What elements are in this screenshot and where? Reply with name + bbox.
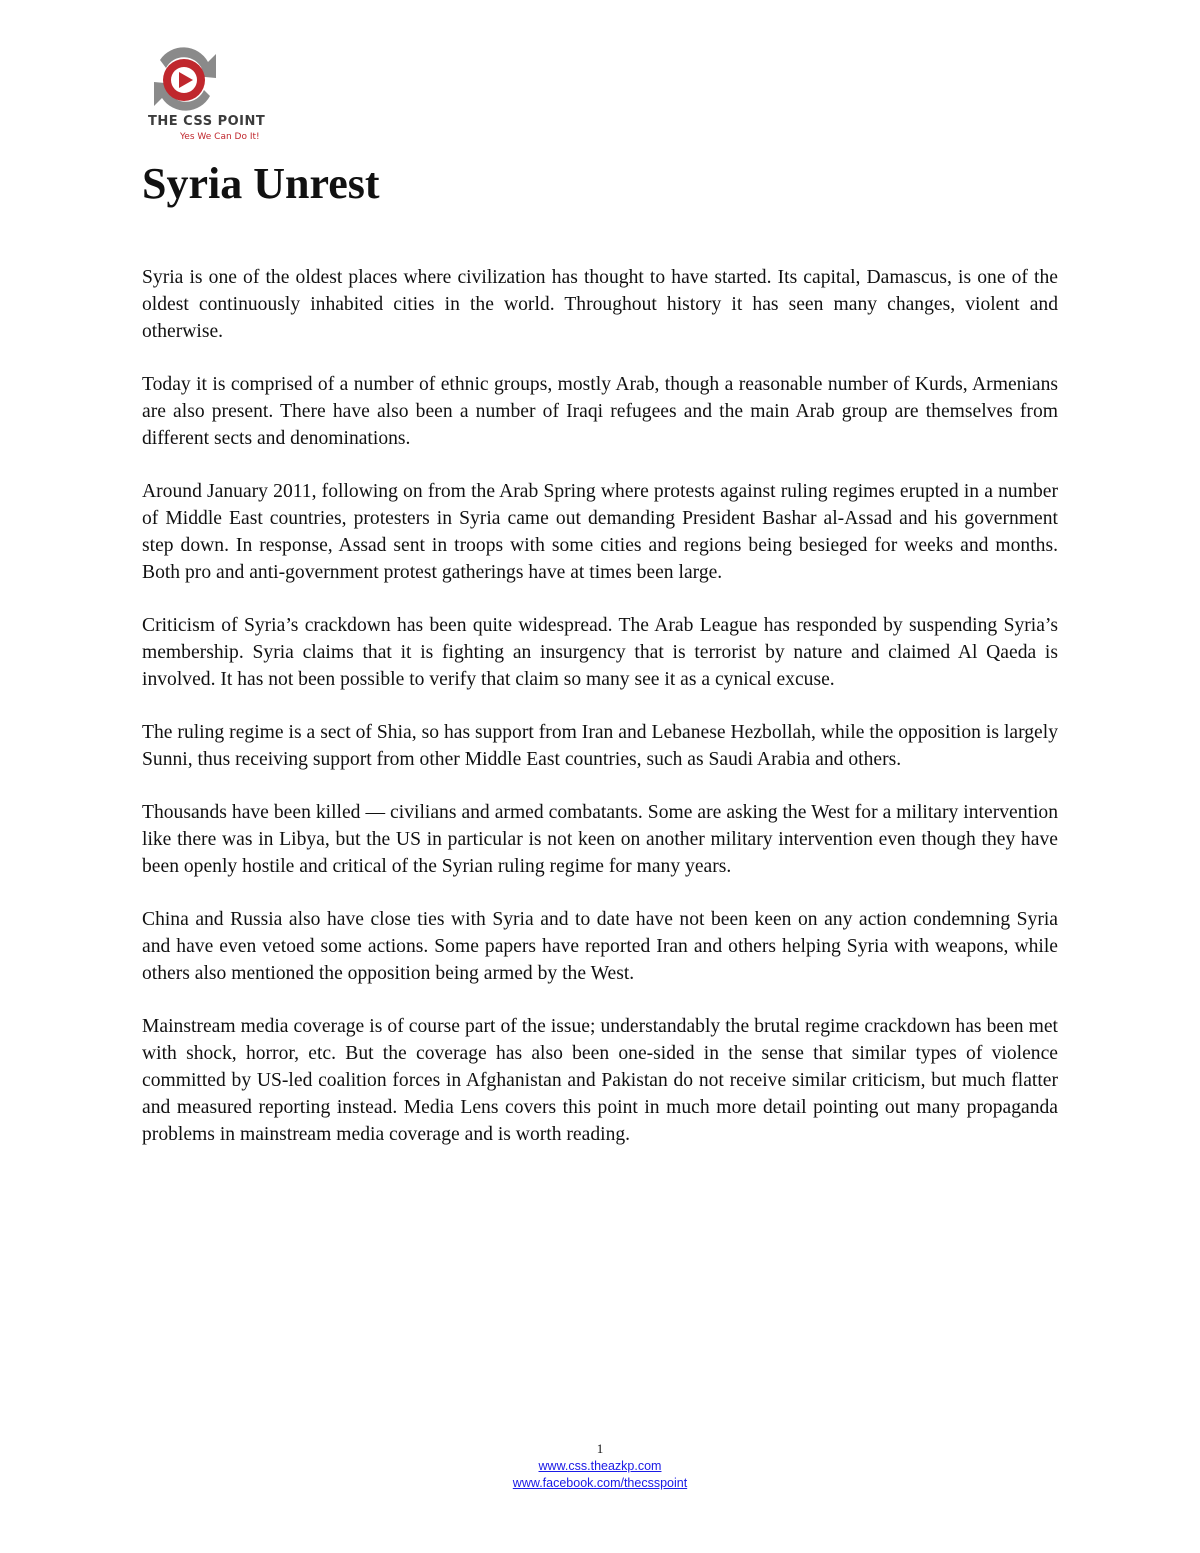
page-title: Syria Unrest — [142, 159, 380, 208]
paragraph: Around January 2011, following on from the Arab Spring where protests against ruling regimes erupted in a number of Middle East countries, protesters in Syria came out demanding President Bashar al-Assad and his government step down. In response, Assad sent in troops with some cities and regions being besieged for weeks and months. Both pro and anti-government protest gatherings have at times been large. — [142, 481, 1058, 583]
facebook-link[interactable]: www.facebook.com/thecsspoint — [512, 1476, 688, 1490]
paragraph: Today it is comprised of a number of ethnic groups, mostly Arab, though a reasonable number of Kurds, Armenians are also present. There have also been a number of Iraqi refugees and the main Arab group are themselves from different sects and denominations. — [142, 374, 1058, 449]
paragraph: Mainstream media coverage is of course part of the issue; understandably the brutal regime crackdown has been met with shock, horror, etc. But the coverage has also been one-sided in the sense that similar types of violence committed by US-led coalition forces in Afghanistan and Pakistan do not receive similar criticism, but much flatter and measured reporting instead. Media Lens covers this point in much more detail pointing out many propaganda problems in mainstream media coverage and is worth reading. — [142, 1016, 1058, 1145]
page-number: 1 — [596, 1441, 604, 1456]
logo-tagline: Yes We Can Do It! — [180, 132, 260, 142]
logo-mark-icon — [140, 42, 230, 117]
paragraph: The ruling regime is a sect of Shia, so has support from Iran and Lebanese Hezbollah, while the opposition is largely Sunni, thus receiving support from other Middle East countries, such as Saudi Arabia and others. — [142, 722, 1058, 770]
paragraph: Thousands have been killed — civilians and armed combatants. Some are asking the West for a military intervention like there was in Libya, but the US in particular is not keen on another military intervention even though they have been openly hostile and critical of the Syrian ruling regime for many years. — [142, 802, 1058, 877]
page-footer — [0, 1440, 1200, 1492]
logo-name: THE CSS POINT — [148, 114, 266, 129]
paragraph: Criticism of Syria’s crackdown has been quite widespread. The Arab League has responded by suspending Syria’s membership. Syria claims that it is fighting an insurgency that is terrorist by nature and claimed Al Qaeda is involved. It has not been possible to verify that claim so many see it as a cynical excuse. — [142, 615, 1058, 690]
logo — [140, 42, 310, 152]
article-body — [142, 264, 1058, 1174]
website-link[interactable]: www.css.theazkp.com — [538, 1459, 662, 1473]
paragraph: Syria is one of the oldest places where civilization has thought to have started. Its capital, Damascus, is one of the oldest continuously inhabited cities in the world. Throughout history it has seen many changes, violent and otherwise. — [142, 267, 1058, 342]
paragraph: China and Russia also have close ties with Syria and to date have not been keen on any action condemning Syria and have even vetoed some actions. Some papers have reported Iran and others helping Syria with weapons, while others also mentioned the opposition being armed by the West. — [142, 909, 1058, 984]
